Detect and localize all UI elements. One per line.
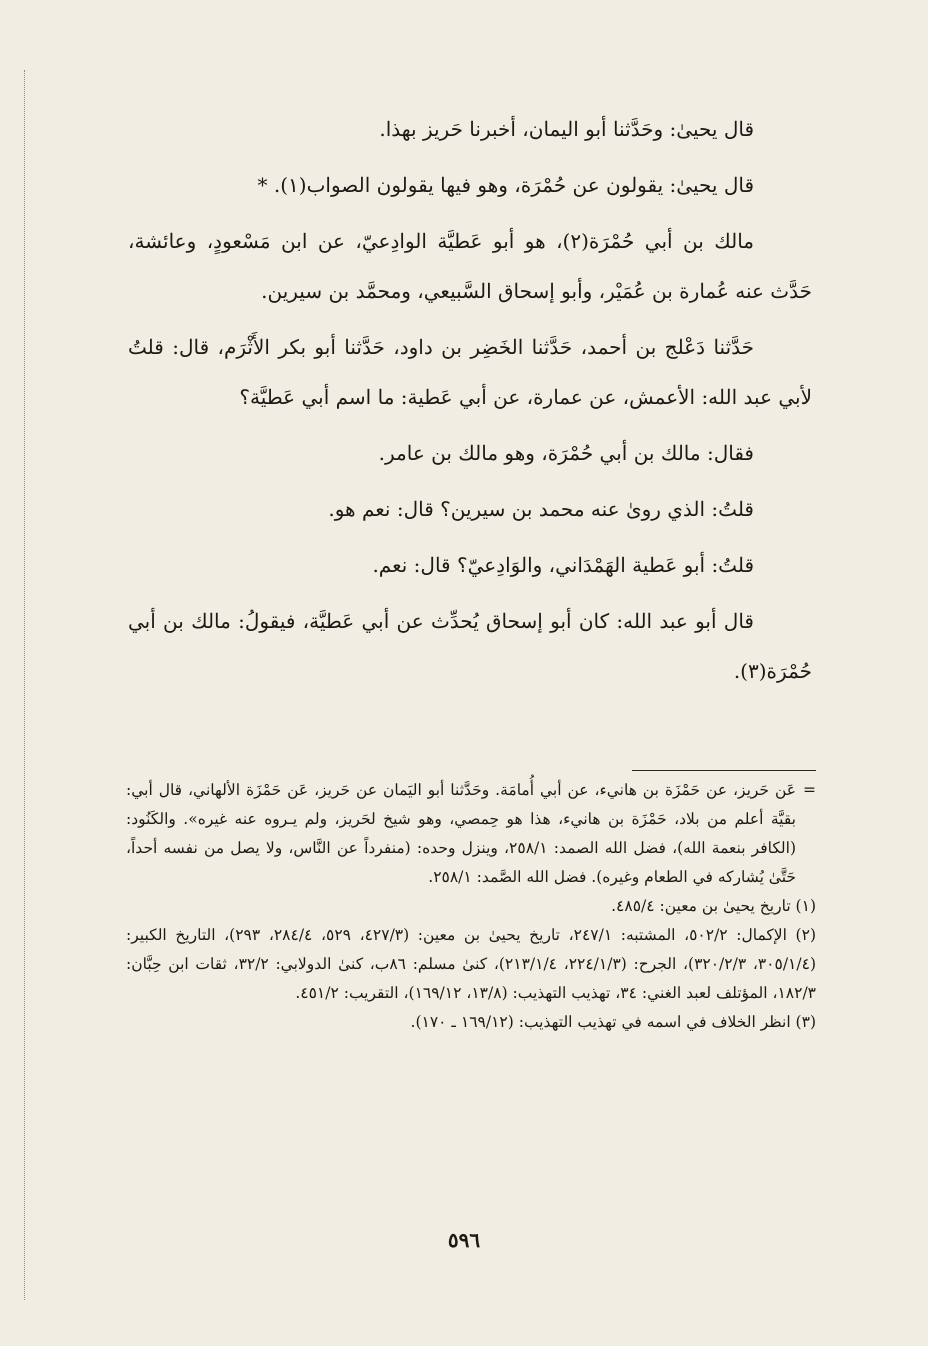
continuation-marker: = [803,781,816,799]
footnote-1: (١) تاريخ يحيىٰ بن معين: ٤٨٥/٤. [611,897,816,915]
paragraph: قلتُ: أبو عَطية الهَمْدَاني، والوَادِعيّ؟ قال: نعم. [372,553,754,577]
footnote-2: (٢) الإكمال: ٥٠٢/٢، المشتبه: ٢٤٧/١، تاريخ يحيىٰ بن معين: (٤٢٧/٣، ٥٢٩، ٢٨٤/٤، ٢٩٣)، التاريخ الكبير: (٣٠٥/١/٤، ٣٢٠/٢/٣)، الجرح: (٢٢٤/١/٣، ٢١٣/١/٤)، كنىٰ مسلم: ٨٦ب، كنىٰ الدولابي: ٣٢/٢، ثقات ابن حِبَّان: ١٨٢/٣، المؤتلف لعبد الغني: ٣٤، تهذيب التهذيب: (١٣/٨، ١٦٩/١٢)، التقريب: ٤٥١/٢. [126,926,816,1002]
main-text [128,104,812,702]
footnotes [126,776,816,1037]
margin-dotted-line [24,70,25,1300]
footnote-separator [632,770,816,771]
paragraph: قال أبو عبد الله: كان أبو إسحاق يُحدِّث عن أبي عَطيَّة، فيقولُ: مالك بن أبي حُمْرَة(٣). [128,609,812,683]
footnote-3: (٣) انظر الخلاف في اسمه في تهذيب التهذيب: (١٦٩/١٢ ـ ١٧٠). [410,1013,816,1031]
paragraph: قال يحيىٰ: وحَدَّثنا أبو اليمان، أخبرنا حَريز بهذا. [379,117,754,141]
paragraph: حَدَّثنا دَعْلج بن أحمد، حَدَّثنا الخَضِر بن داود، حَدَّثنا أبو بكر الأَثْرَم، قال: قلتُ لأبي عبد الله: الأعمش، عن عمارة، عن أبي عَطية: ما اسم أبي عَطيَّة؟ [128,335,812,409]
footnote-continuation [126,776,816,892]
paragraph: قال يحيىٰ: يقولون عن حُمْرَة، وهو فيها يقولون الصواب(١). * [257,173,754,197]
paragraph: فقال: مالك بن أبي حُمْرَة، وهو مالك بن عامر. [378,441,754,465]
paragraph: قلتُ: الذي روىٰ عنه محمد بن سيرين؟ قال: نعم هو. [328,497,754,521]
paragraph: مالك بن أبي حُمْرَة(٢)، هو أبو عَطيَّة الوادِعيّ، عن ابن مَسْعودٍ، وعائشة، حَدَّث عنه عُمارة بن عُمَيْر، وأبو إسحاق السَّبيعي، ومحمَّد بن سيرين. [128,229,812,303]
page-number: ٥٩٦ [447,1228,481,1252]
footnote-continuation-text: عَن حَريز، عن حَمْزَة بن هانيء، عن أبي أُمامَة. وحَدَّثنا أبو اليَمان عن حَريز، عَن حَمْزَة الألهاني، قال أبي: بقيَّة أعلم من بلاد، حَمْزَة بن هانيء، هذا هو حِمصي، وهو شيخ لحَريز، ولم يـروه عنه غيره». والكَنُود: (الكافر بنعمة الله)، فضل الله الصمد: ٢٥٨/١، وينزل وحده: (منفرداً عن النَّاس، ولا يصل من نفسه أحداً، حَتَّىٰ يُشاركه في الطعام وغيره). فضل الله الصَّمد: ٢٥٨/١. [126,781,796,886]
